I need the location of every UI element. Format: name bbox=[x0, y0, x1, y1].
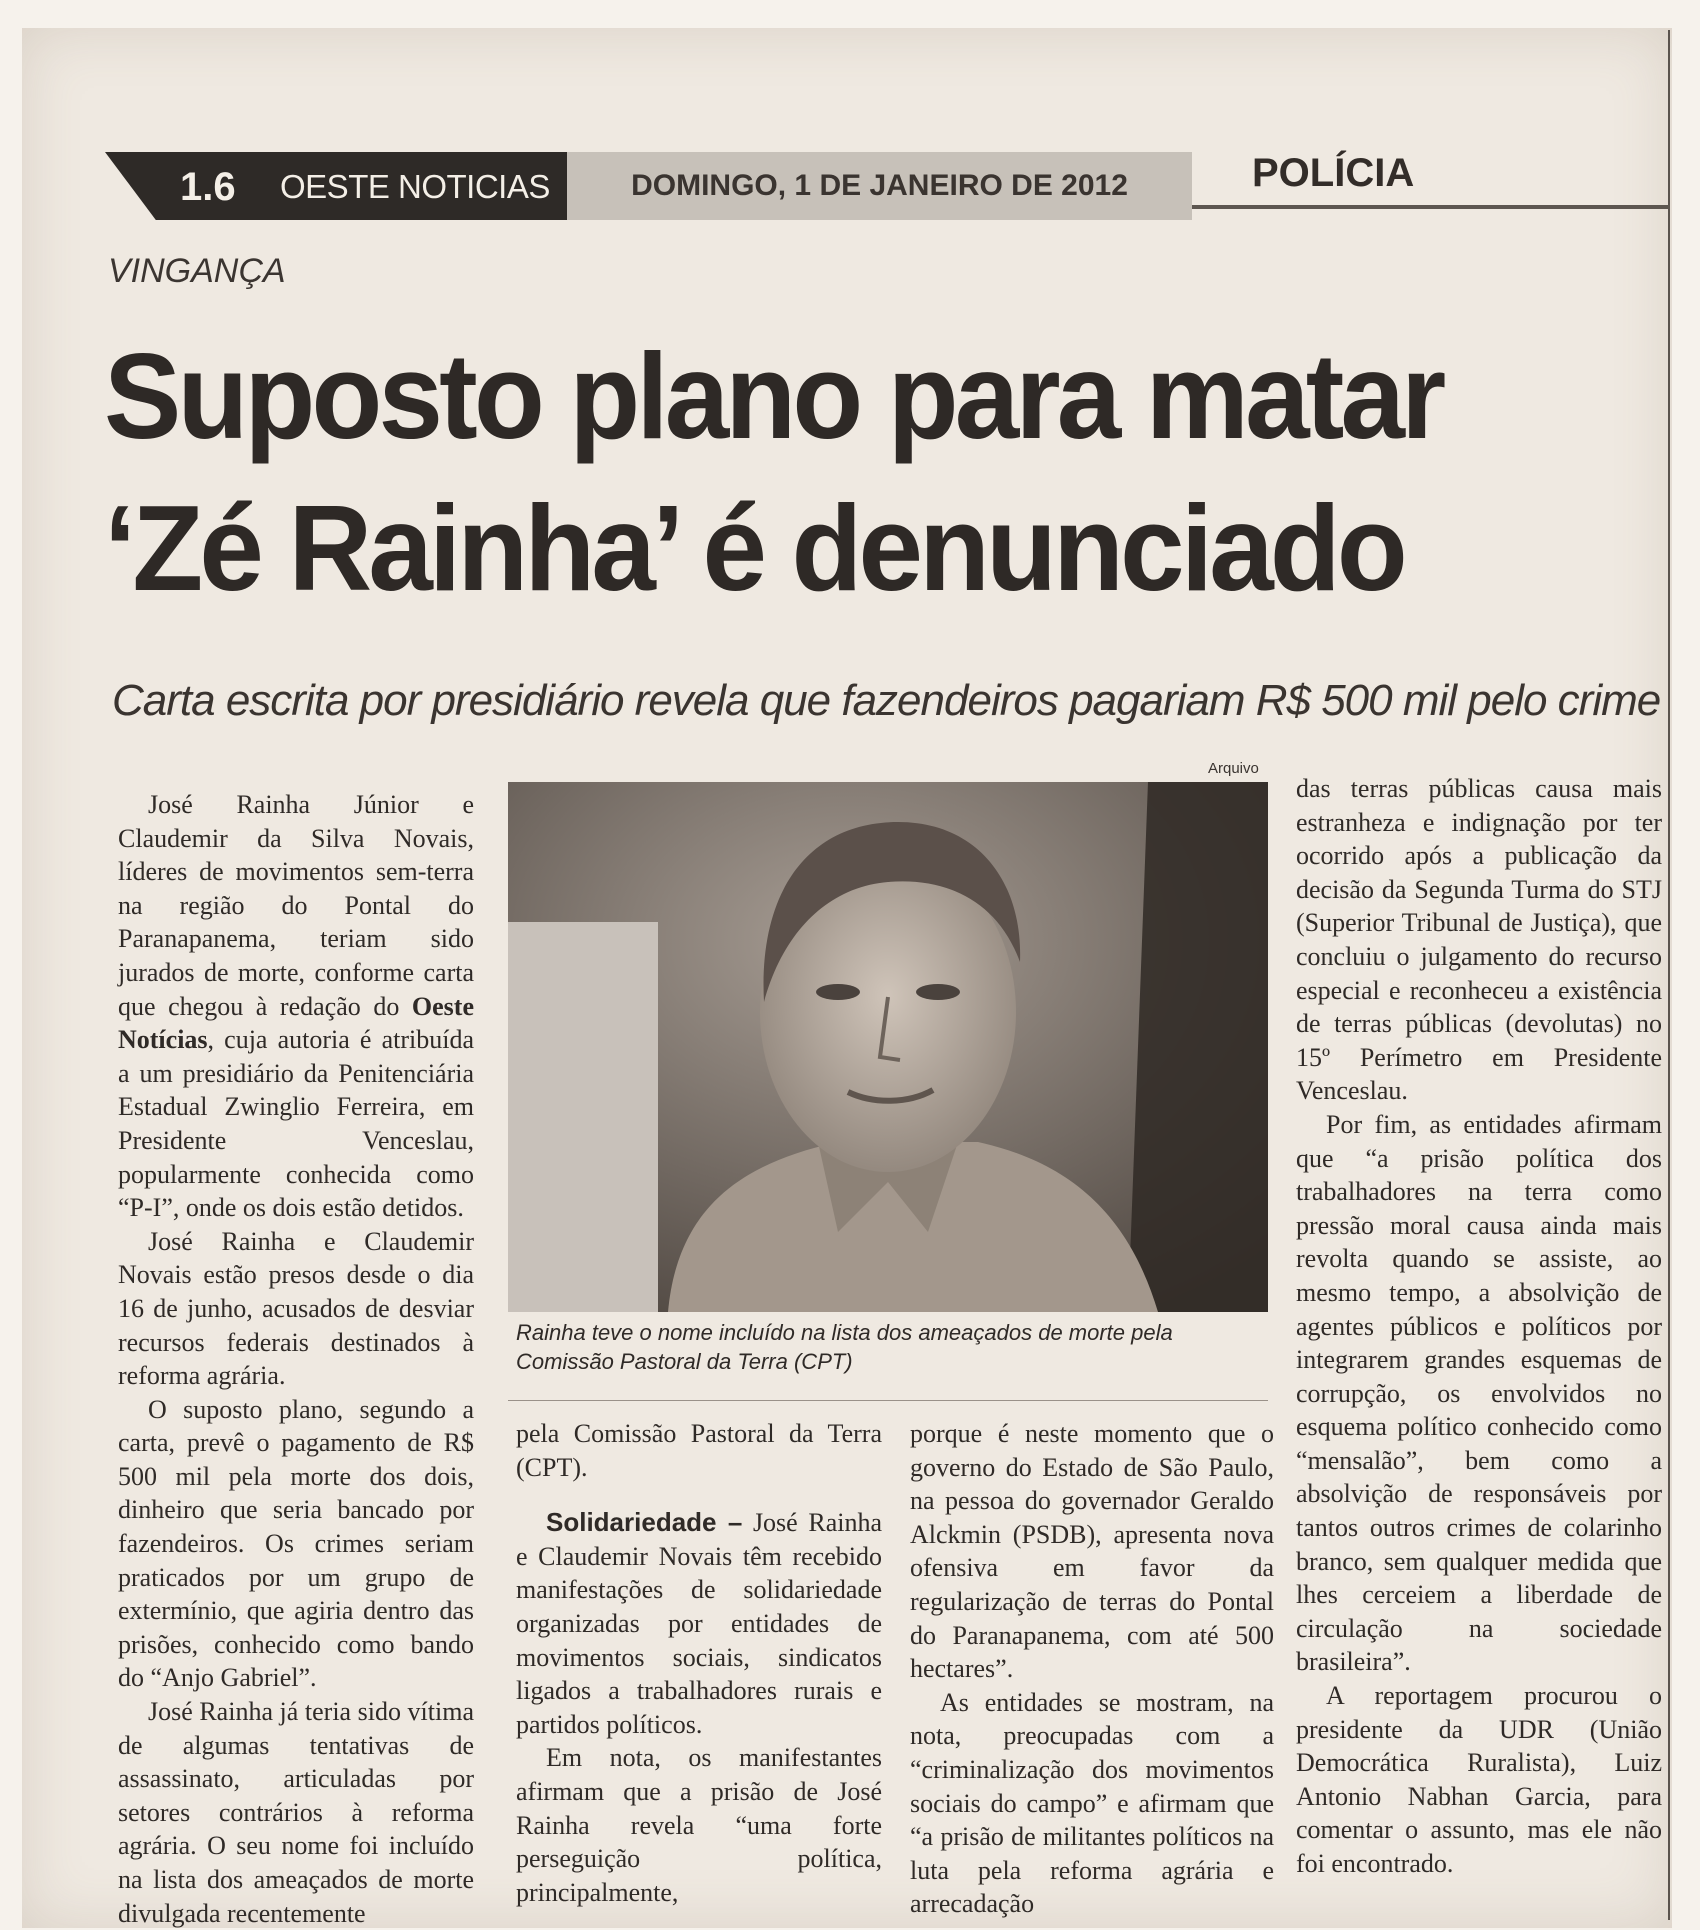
article-column-3 bbox=[910, 1417, 1274, 1921]
paragraph: José Rainha já teria sido vítima de algumas tentativas de assassinato, articuladas por setores contrários à reforma agrária. O seu nome foi incluído na lista dos ameaçados de morte divulgada recentemente bbox=[118, 1697, 474, 1928]
photo-credit: Arquivo bbox=[1208, 760, 1259, 777]
article-column-4 bbox=[1296, 772, 1662, 1881]
article-column-2 bbox=[516, 1417, 882, 1909]
paragraph: Por fim, as entidades afirmam que “a prisão política dos trabalhadores na terra como pressão moral causa ainda mais revolta quando se assiste, ao mesmo tempo, a absolvição de agentes públicos e políticos por integrarem grandes esquemas de corrupção, os envolvidos no esquema político conhecido como “mensalão”, bem como a absolvição de responsáveis por tantos outros crimes de colarinho branco, sem qualquer medida que lhes cerceiem a liberdade de circulação na sociedade brasileira”. bbox=[1296, 1109, 1662, 1677]
headline bbox=[104, 320, 1586, 624]
section-rule bbox=[1192, 205, 1670, 209]
headline-line-2: ‘Zé Rainha’ é denunciado bbox=[104, 480, 1404, 616]
page-number: 1.6 bbox=[180, 165, 236, 209]
paragraph-solidariedade: Solidariedade – José Rainha e Claudemir Novais têm recebido manifestações de solidariedade organizadas por entidades de movimentos sociais, sindicatos ligados a trabalhadores rurais e partidos políticos. bbox=[516, 1507, 882, 1739]
photo-jose-rainha bbox=[508, 782, 1268, 1312]
newspaper-mention: Oeste Notícias bbox=[118, 991, 474, 1055]
kicker: VINGANÇA bbox=[108, 252, 286, 290]
paragraph: A reportagem procurou o presidente da UDR (União Democrática Ruralista), Luiz Antonio Nabhan Garcia, para comentar o assunto, mas ele não foi encontrado. bbox=[1296, 1681, 1662, 1878]
deck-subtitle: Carta escrita por presidiário revela que fazendeiros pagariam R$ 500 mil pelo crime bbox=[112, 676, 1661, 725]
article-column-1 bbox=[118, 788, 474, 1930]
caption-divider bbox=[508, 1400, 1268, 1401]
page-edge bbox=[1668, 30, 1670, 1920]
newspaper-name: OESTE NOTICIAS bbox=[280, 168, 550, 205]
paragraph: das terras públicas causa mais estranheza e indignação por ter ocorrido após a publicação da decisão da Segunda Turma do STJ (Superior Tribunal de Justiça), que concluiu o julgamento do recurso especial e reconheceu a existência de terras públicas (devolutas) no 15º Perímetro em Presidente Venceslau. bbox=[1296, 774, 1662, 1106]
issue-date: DOMINGO, 1 DE JANEIRO DE 2012 bbox=[631, 169, 1128, 202]
paragraph: porque é neste momento que o governo do Estado de São Paulo, na pessoa do governador Geraldo Alckmin (PSDB), apresenta nova ofensiva em favor da regularização de terras do Pontal do Paranapanema, com até 500 hectares”. bbox=[910, 1419, 1274, 1684]
paragraph: José Rainha e Claudemir Novais estão presos desde o dia 16 de junho, acusados de desviar recursos federais destinados à reforma agrária. bbox=[118, 1226, 474, 1391]
portrait-image bbox=[508, 782, 1268, 1312]
subheading: Solidariedade – bbox=[546, 1507, 743, 1538]
paragraph: O suposto plano, segundo a carta, prevê o pagamento de R$ 500 mil pela morte dos dois, dinheiro que seria bancado por fazendeiros. Os crimes seriam praticados por um grupo de extermínio, que agiria dentro das prisões, conhecido como bando do “Anjo Gabriel”. bbox=[118, 1394, 474, 1693]
section-title: POLÍCIA bbox=[1252, 151, 1415, 195]
paragraph: José Rainha Júnior e Claudemir da Silva Novais, líderes de movimentos sem-terra na região do Pontal do Paranapanema, teriam sido jurados de morte, conforme carta que chegou à redação do Oeste Notícias, cuja autoria é atribuída a um presidiário da Penitenciária Estadual Zwinglio Ferreira, em Presidente Venceslau, popularmente conhecida como “P-I”, onde os dois estão detidos. bbox=[118, 790, 474, 1223]
paragraph: Em nota, os manifestantes afirmam que a prisão de José Rainha revela “uma forte perseguição política, principalmente, bbox=[516, 1743, 882, 1907]
paragraph: As entidades se mostram, na nota, preocupadas com a “criminalização dos movimentos sociais do campo” e afirmam que “a prisão de militantes políticos na luta pela reforma agrária e arrecadação bbox=[910, 1687, 1274, 1919]
paragraph: pela Comissão Pastoral da Terra (CPT). bbox=[516, 1419, 882, 1482]
photo-caption: Rainha teve o nome incluído na lista dos ameaçados de morte pela Comissão Pastoral da Terra (CPT) bbox=[516, 1320, 1173, 1374]
headline-line-1: Suposto plano para matar bbox=[104, 328, 1443, 464]
